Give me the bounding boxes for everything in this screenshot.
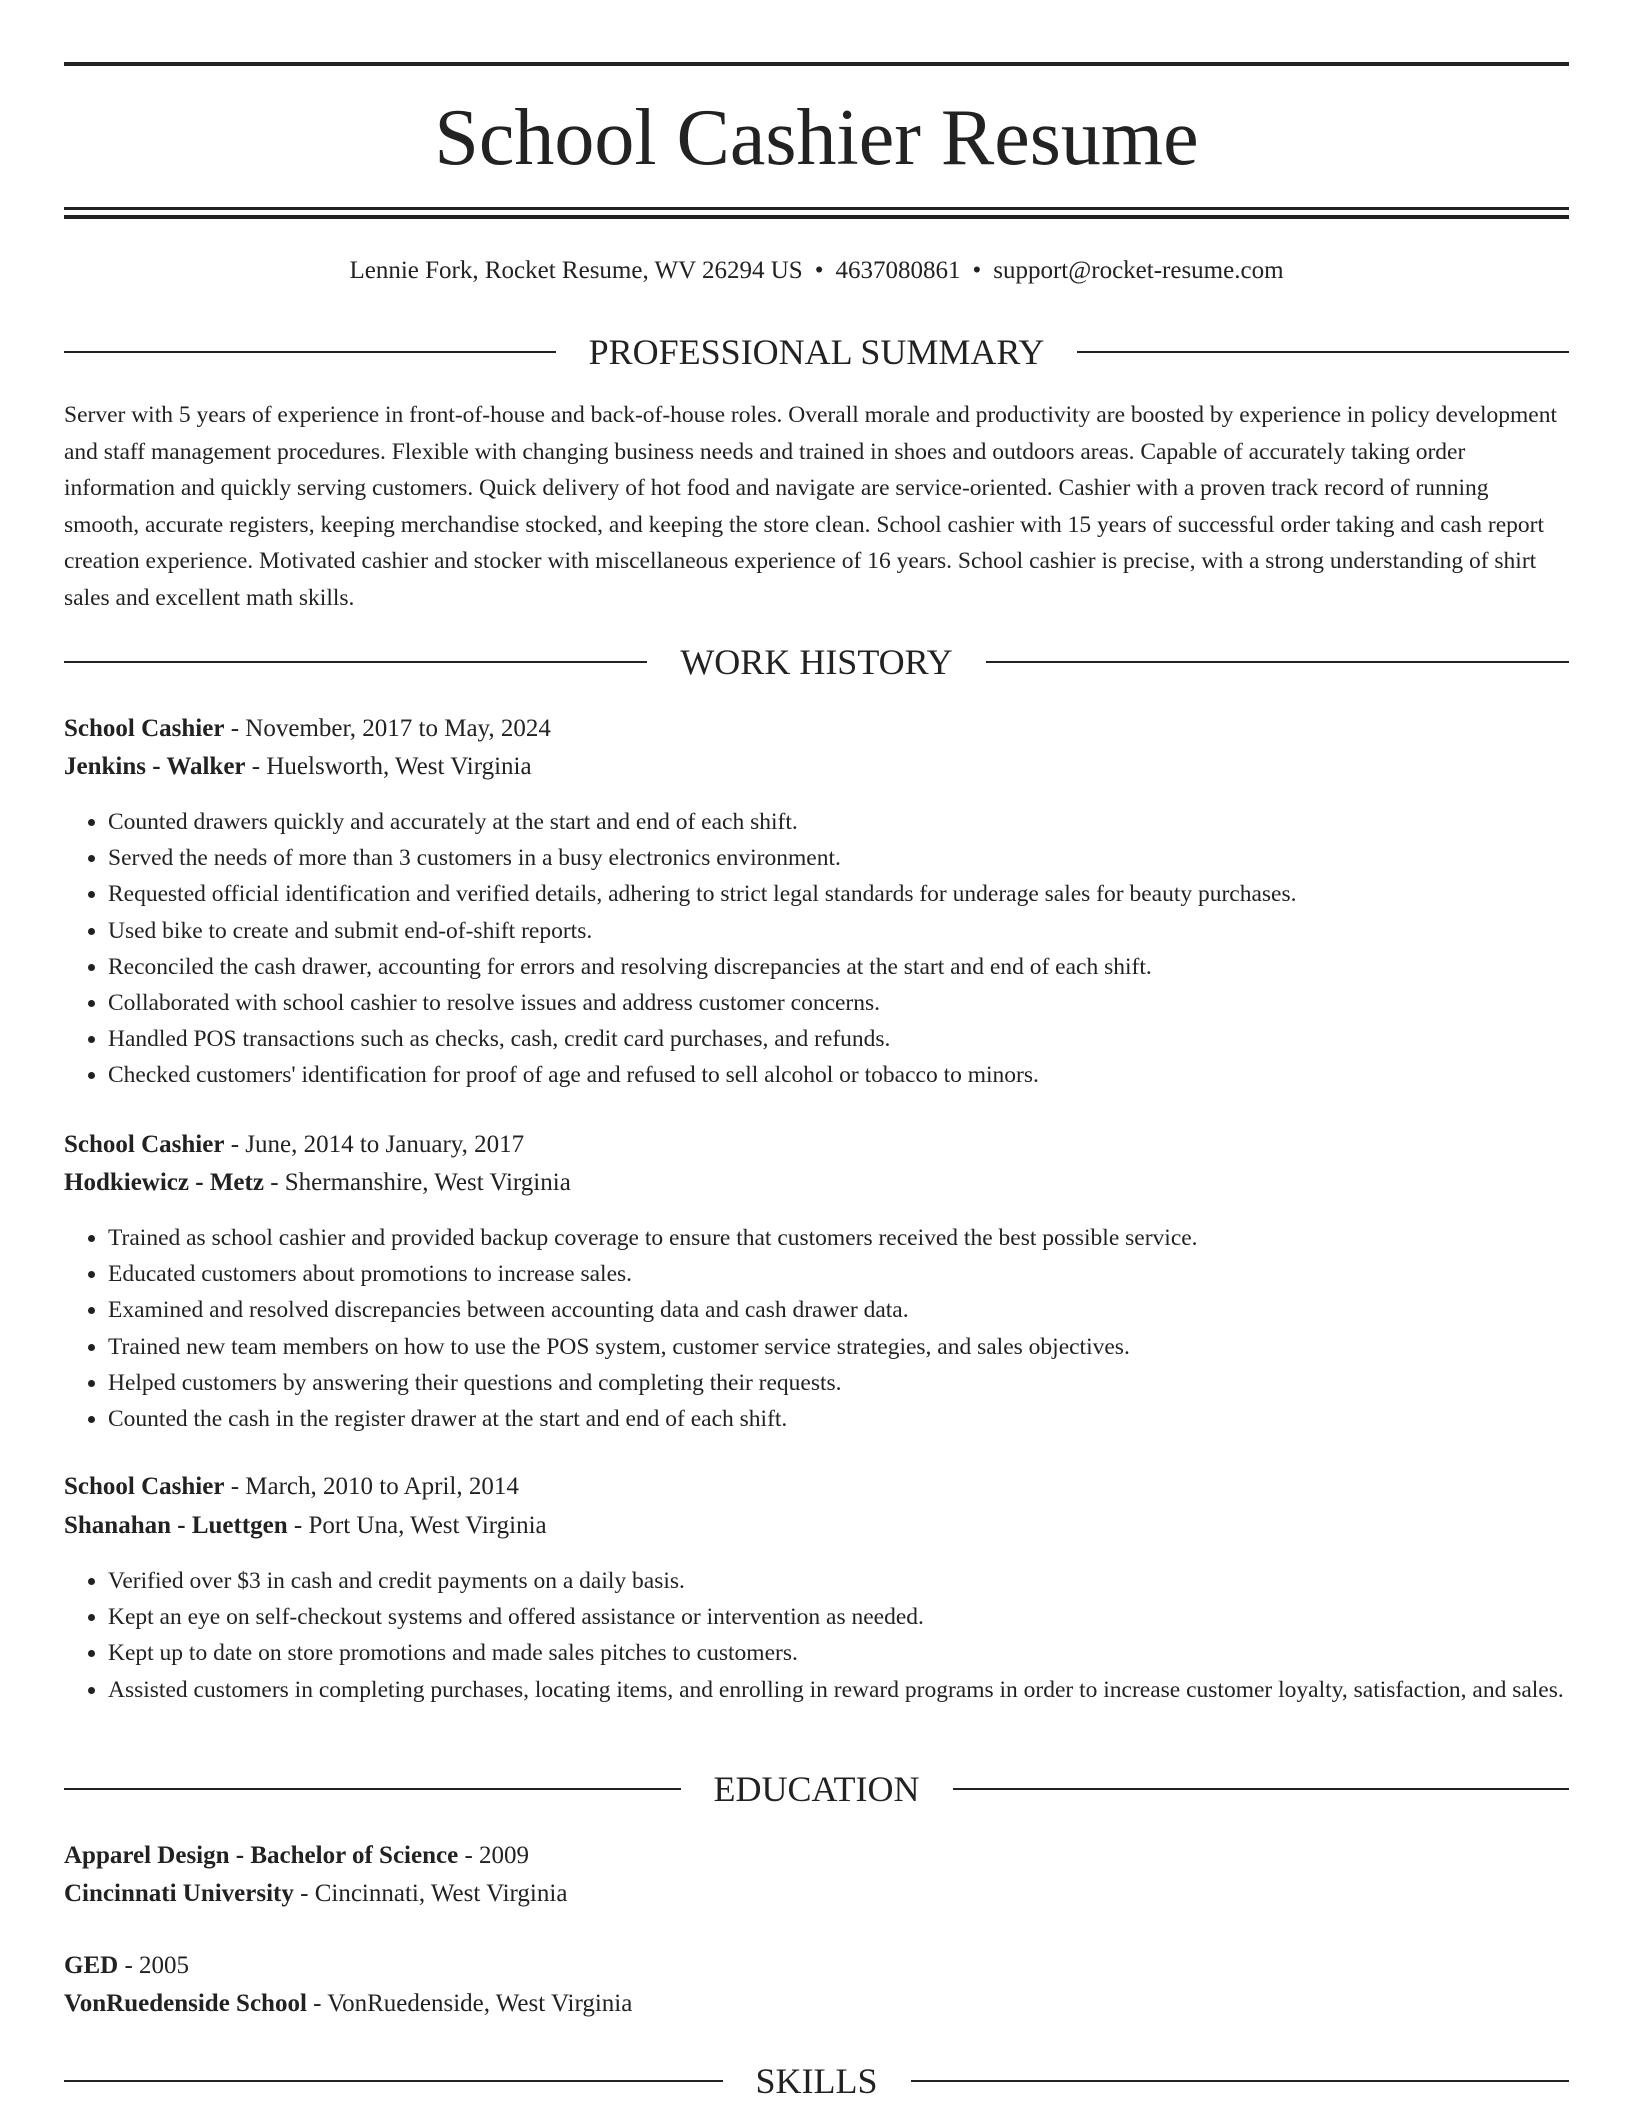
- education-school: Cincinnati University: [64, 1880, 294, 1907]
- heading-rule: [64, 661, 647, 663]
- contact-line: [64, 255, 1569, 287]
- heading-rule: [911, 2080, 1570, 2082]
- heading-rule: [1077, 351, 1569, 353]
- job-company: Hodkiewicz - Metz: [64, 1169, 264, 1196]
- job-location: - Huelsworth, West Virginia: [245, 753, 532, 780]
- job-title: School Cashier: [64, 715, 225, 742]
- list-item: • Trained as school cashier and provided backup coverage to ensure that customers received the best possible service.: [108, 1220, 1569, 1256]
- heading-rule: [64, 2080, 723, 2082]
- job-location: - Port Una, West Virginia: [287, 1512, 547, 1539]
- top-rule: [64, 62, 1569, 66]
- job-company-line: [64, 749, 1569, 785]
- list-item: • Counted the cash in the register drawer at the start and end of each shift.: [108, 1401, 1569, 1437]
- job-company: Shanahan - Luettgen: [64, 1512, 288, 1539]
- list-item: • Reconciled the cash drawer, accounting for errors and resolving discrepancies at the start and end of each shift.: [108, 949, 1569, 985]
- job-title-line: [64, 1469, 1569, 1505]
- job-company-line: [64, 1508, 1569, 1544]
- education-location: - VonRuedenside, West Virginia: [306, 1990, 633, 2017]
- education-year: - 2009: [458, 1842, 530, 1869]
- contact-email: support@rocket-resume.com: [993, 257, 1284, 284]
- job-bullets: [64, 804, 1569, 1094]
- education-degree: GED: [64, 1952, 119, 1979]
- section-title: WORK HISTORY: [680, 642, 953, 682]
- education-degree: Apparel Design - Bachelor of Science: [64, 1842, 459, 1869]
- heading-rule: [64, 1788, 681, 1790]
- section-title: SKILLS: [755, 2061, 878, 2101]
- job-title-line: [64, 1127, 1569, 1163]
- title-rule-upper: [64, 207, 1569, 210]
- contact-separator: •: [814, 257, 824, 284]
- section-heading-skills: [64, 2059, 1569, 2103]
- education-school-line: [64, 1876, 1569, 1912]
- list-item: • Collaborated with school cashier to resolve issues and address customer concerns.: [108, 985, 1569, 1021]
- list-item: • Counted drawers quickly and accurately at the start and end of each shift.: [108, 804, 1569, 840]
- list-item: • Used bike to create and submit end-of-shift reports.: [108, 913, 1569, 949]
- summary-text: Server with 5 years of experience in front-of-house and back-of-house roles. Overall morale and productivity are boosted by experience in policy development and staff management procedures. Flexible with changing business needs and trained in shoes and outdoors areas. Capable of accurately taking order information and quickly serving customers. Quick delivery of hot food and navigate are service-oriented. Cashier with a proven track record of running smooth, accurate registers, keeping merchandise stocked, and keeping the store clean. School cashier with 15 years of successful order taking and cash report creation experience. Motivated cashier and stocker with miscellaneous experience of 16 years. School cashier is precise, with a strong understanding of shirt sales and excellent math skills.: [64, 402, 1558, 611]
- education-school-line: [64, 1986, 1569, 2022]
- job-bullets: [64, 1220, 1569, 1437]
- title-rule-lower: [64, 215, 1569, 219]
- job-title: School Cashier: [64, 1473, 225, 1500]
- list-item: • Verified over $3 in cash and credit payments on a daily basis.: [108, 1563, 1569, 1599]
- list-item: • Checked customers' identification for proof of age and refused to sell alcohol or tobacco to minors.: [108, 1057, 1569, 1093]
- job-location: - Shermanshire, West Virginia: [263, 1169, 571, 1196]
- job-title-line: [64, 711, 1569, 747]
- contact-address: Lennie Fork, Rocket Resume, WV 26294 US: [349, 257, 803, 284]
- education-year: - 2005: [118, 1952, 190, 1979]
- list-item: • Handled POS transactions such as checks, cash, credit card purchases, and refunds.: [108, 1021, 1569, 1057]
- contact-phone: 4637080861: [835, 257, 961, 284]
- list-item: • Kept up to date on store promotions and made sales pitches to customers.: [108, 1635, 1569, 1671]
- job-company-line: [64, 1165, 1569, 1201]
- section-title: PROFESSIONAL SUMMARY: [588, 332, 1045, 372]
- list-item: • Assisted customers in completing purchases, locating items, and enrolling in reward programs in order to increase customer loyalty, satisfaction, and sales.: [108, 1672, 1569, 1708]
- list-item: • Educated customers about promotions to increase sales.: [108, 1256, 1569, 1292]
- job-company: Jenkins - Walker: [64, 753, 246, 780]
- section-heading-work-history: [64, 640, 1569, 684]
- resume-title: School Cashier Resume: [434, 94, 1199, 182]
- list-item: • Kept an eye on self-checkout systems and offered assistance or intervention as needed.: [108, 1599, 1569, 1635]
- education-degree-line: [64, 1948, 1569, 1984]
- list-item: • Helped customers by answering their questions and completing their requests.: [108, 1365, 1569, 1401]
- list-item: • Served the needs of more than 3 customers in a busy electronics environment.: [108, 840, 1569, 876]
- list-item: • Requested official identification and verified details, adhering to strict legal standards for underage sales for beauty purchases.: [108, 876, 1569, 912]
- heading-rule: [64, 351, 556, 353]
- contact-separator: •: [972, 257, 982, 284]
- job-bullets: [64, 1563, 1569, 1708]
- job-dates: - March, 2010 to April, 2014: [224, 1473, 519, 1500]
- job-title: School Cashier: [64, 1131, 225, 1158]
- job-dates: - June, 2014 to January, 2017: [224, 1131, 525, 1158]
- section-heading-education: [64, 1767, 1569, 1811]
- list-item: • Trained new team members on how to use the POS system, customer service strategies, and sales objectives.: [108, 1329, 1569, 1365]
- heading-rule: [986, 661, 1569, 663]
- section-title: EDUCATION: [713, 1769, 920, 1809]
- list-item: • Examined and resolved discrepancies between accounting data and cash drawer data.: [108, 1292, 1569, 1328]
- heading-rule: [953, 1788, 1570, 1790]
- education-degree-line: [64, 1838, 1569, 1874]
- education-school: VonRuedenside School: [64, 1990, 307, 2017]
- job-dates: - November, 2017 to May, 2024: [224, 715, 551, 742]
- education-location: - Cincinnati, West Virginia: [293, 1880, 568, 1907]
- section-heading-summary: [64, 330, 1569, 374]
